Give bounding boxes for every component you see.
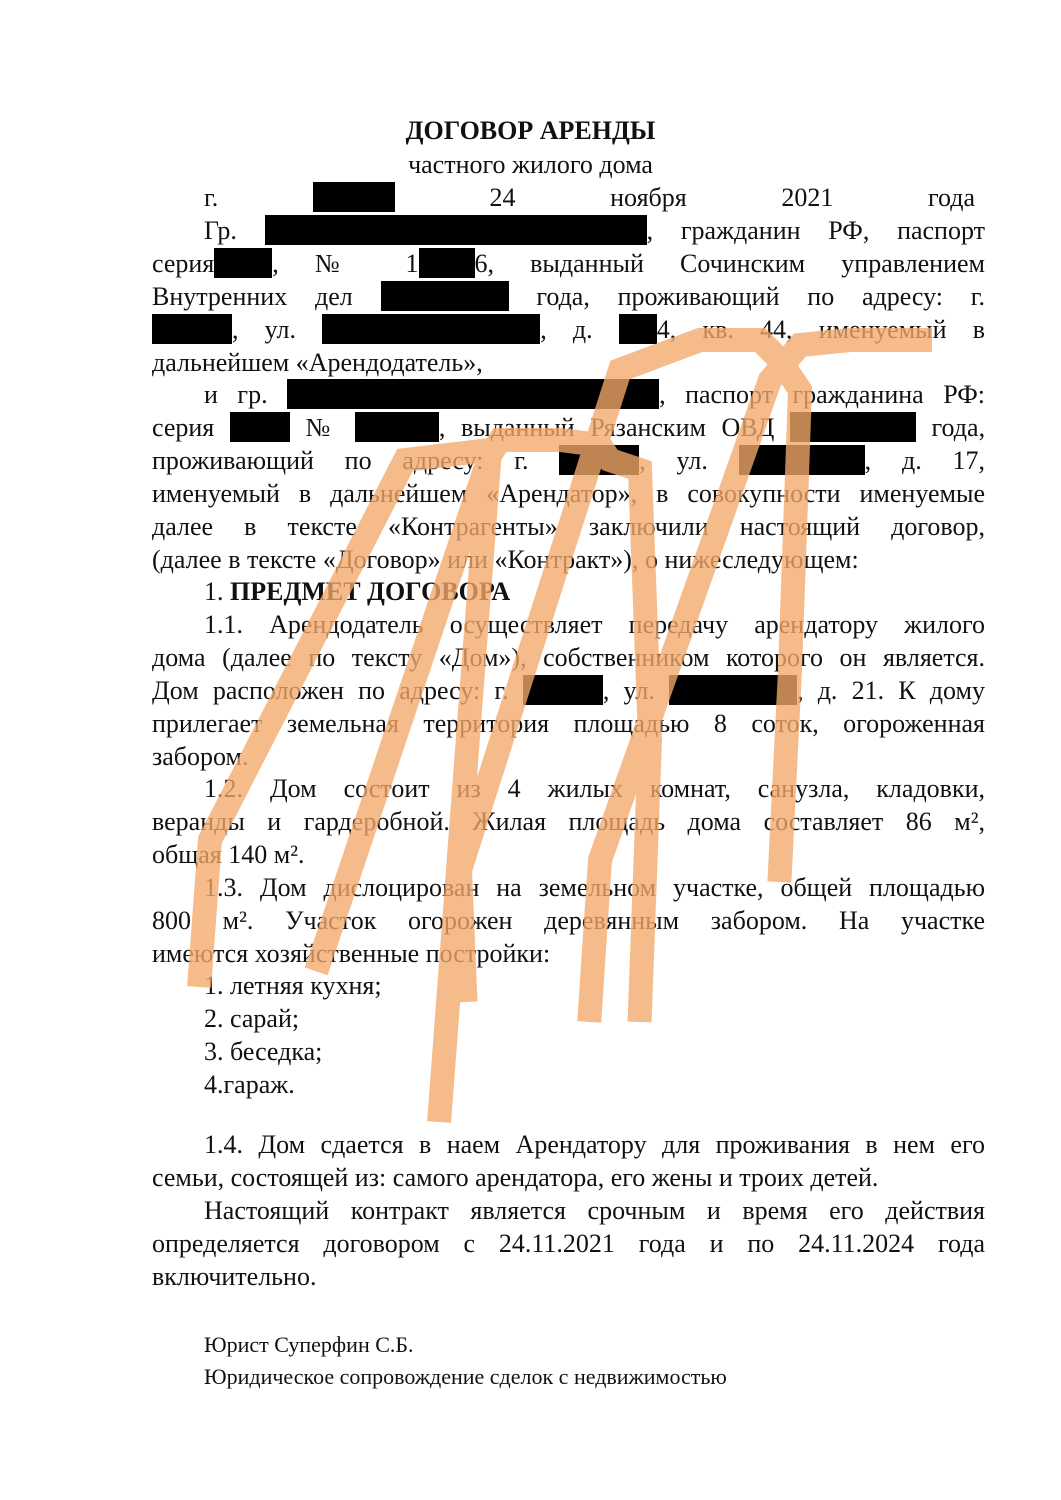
clause-1-1: прилегает земельная территория площадью 8 соток, огороженная — [152, 709, 985, 738]
section-heading — [204, 575, 985, 608]
party2-line: и гр. , паспорт гражданина РФ: — [204, 380, 985, 409]
clause-1-1: 1.1. Арендодатель осуществляет передачу арендатору жилого — [204, 610, 985, 639]
clause-1-2: 1.2. Дом состоит из 4 жилых комнат, санузла, кладовки, — [204, 774, 985, 803]
redaction-block — [739, 445, 865, 475]
redaction-block — [265, 215, 647, 245]
clause-1-2: общая 140 м². — [152, 840, 305, 869]
signature-tagline: Юридическое сопровождение сделок с недвижимостью — [204, 1364, 727, 1389]
clause-1-1: Дом расположен по адресу: г. , ул. , д. 21. К дому — [152, 676, 985, 705]
clause-1-3: 800 м². Участок огорожен деревянным забором. На участке — [152, 906, 985, 935]
city-prefix: г. — [204, 183, 219, 212]
clause-1-1: дома (далее по тексту «Дом»), собственником которого он является. — [152, 643, 985, 672]
contract-date: 24 ноября 2021 года — [489, 183, 976, 212]
redaction-block — [523, 675, 603, 705]
redaction-block — [152, 314, 232, 344]
party2-line: серия № , выданный Рязанским ОВД года, — [152, 413, 986, 442]
redaction-block — [381, 281, 509, 311]
document-subtitle: частного жилого дома — [408, 150, 653, 179]
clause-1-2: веранды и гардеробной. Жилая площадь дома составляет 86 м², — [152, 807, 985, 836]
redaction-block — [313, 182, 395, 212]
section-number: 1. — [204, 577, 224, 606]
clause-1-1: забором. — [152, 742, 249, 771]
redaction-block — [419, 248, 475, 278]
redaction-block — [619, 314, 657, 344]
list-item: 1. летняя кухня; — [204, 971, 382, 1000]
party1-line: Внутренних дел года, проживающий по адресу: г. — [152, 282, 986, 311]
city-date-line — [204, 181, 975, 214]
redaction-block — [287, 379, 659, 409]
redaction-block — [214, 248, 272, 278]
signature-name: Юрист Суперфин С.Б. — [204, 1332, 414, 1357]
document-title: ДОГОВОР АРЕНДЫ — [405, 116, 656, 145]
redaction-block — [355, 412, 439, 442]
redaction-block — [230, 412, 290, 442]
clause-1-4: семьи, состоящей из: самого арендатора, его жены и троих детей. — [152, 1163, 879, 1192]
list-item: 4.гараж. — [204, 1070, 295, 1099]
party2-line: проживающий по адресу: г. , ул. , д. 17, — [152, 446, 985, 475]
term-paragraph: включительно. — [152, 1262, 317, 1291]
list-item: 3. беседка; — [204, 1037, 323, 1066]
clause-1-4: 1.4. Дом сдается в наем Арендатору для проживания в нем его — [204, 1130, 985, 1159]
section-title: ПРЕДМЕТ ДОГОВОРА — [230, 577, 511, 606]
clause-1-3: имеются хозяйственные постройки: — [152, 939, 551, 968]
party1-line: , ул. , д. 4, кв. 44, именуемый в — [152, 313, 985, 346]
party2-line: именуемый в дальнейшем «Арендатор», в совокупности именуемые — [152, 479, 985, 508]
clause-1-3: 1.3. Дом дислоцирован на земельном участке, общей площадью — [204, 873, 985, 902]
redaction-block — [322, 314, 540, 344]
redaction-block — [790, 412, 916, 442]
redaction-block — [559, 445, 639, 475]
party1-line: Гр. , гражданин РФ, паспорт — [204, 216, 985, 245]
party2-line: (далее в тексте «Договор» или «Контракт»), о нижеследующем: — [152, 545, 859, 574]
party1-line: серия , № 1 6, выданный Сочинским управлением — [152, 249, 985, 278]
redaction-block — [669, 675, 797, 705]
term-paragraph: определяется договором с 24.11.2021 года и по 24.11.2024 года — [152, 1229, 985, 1258]
party1-line: дальнейшем «Арендодатель», — [152, 348, 483, 377]
term-paragraph: Настоящий контракт является срочным и время его действия — [204, 1196, 985, 1225]
list-item: 2. сарай; — [204, 1004, 300, 1033]
party2-line: далее в тексте «Контрагенты» заключили настоящий договор, — [152, 512, 985, 541]
